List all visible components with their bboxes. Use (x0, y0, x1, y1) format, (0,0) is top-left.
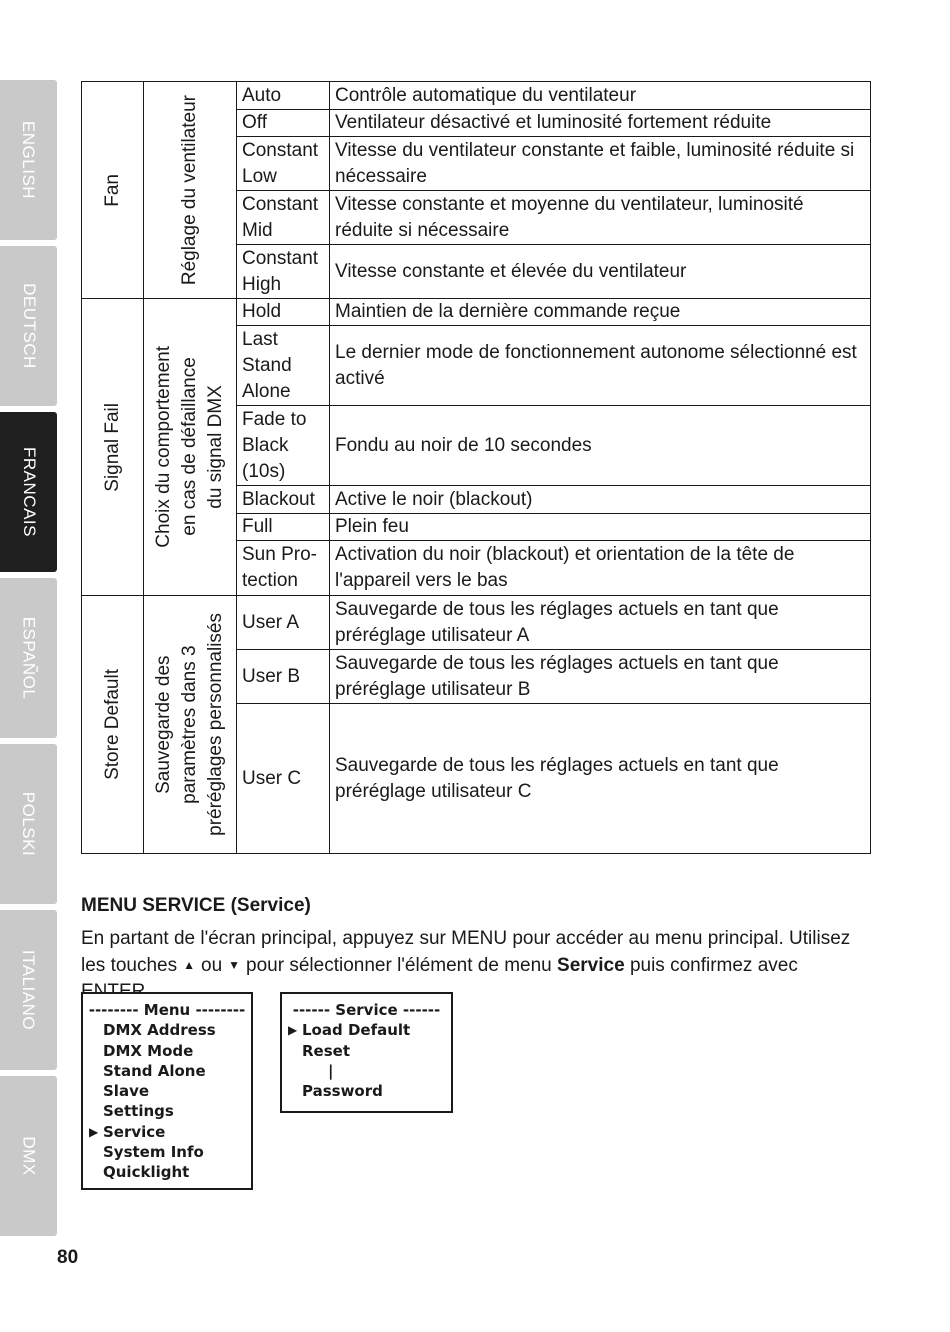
desc-cell-signal-fail (144, 299, 237, 596)
option-cell: Fade to Black (10s) (237, 406, 330, 486)
desc-label: Réglage du ventilateur (179, 94, 200, 286)
tab-label: POLSKI (19, 791, 39, 857)
menu-item: Settings (103, 1102, 174, 1121)
description-cell: Active le noir (blackout) (330, 486, 871, 514)
menu-item: Slave (103, 1082, 150, 1101)
group-cell-store-default (82, 596, 144, 854)
tab-espanol[interactable] (0, 578, 57, 738)
tab-label: DMX (19, 1136, 39, 1176)
tab-polski[interactable] (0, 744, 57, 904)
desc-line: paramètres dans 3 (179, 645, 200, 804)
tab-label: ESPAÑOL (19, 616, 39, 700)
option-cell: User B (237, 650, 330, 704)
desc-line: préréglages personnalisés (205, 613, 226, 836)
desc-line: Choix du comportement (153, 346, 174, 548)
menu-item-name: Service (557, 955, 625, 976)
tab-italiano[interactable] (0, 910, 57, 1070)
option-cell: Constant Low (237, 137, 330, 191)
description-cell: Le dernier mode de fonctionnement autonome sélectionné est activé (330, 326, 871, 406)
menu-item: DMX Address (103, 1021, 216, 1040)
menu-header: -------- Menu -------- (88, 1001, 246, 1019)
option-cell: Blackout (237, 486, 330, 514)
group-label: Store Default (101, 669, 123, 780)
service-display (280, 992, 453, 1113)
desc-line: en cas de défaillance (179, 357, 200, 537)
option-cell: Hold (237, 299, 330, 326)
option-cell: User A (237, 596, 330, 650)
group-label: Signal Fail (101, 402, 123, 492)
description-cell: Sauvegarde de tous les réglages actuels en tant que préréglage utilisateur C (330, 704, 871, 854)
option-cell: Full (237, 514, 330, 541)
page-number: 80 (57, 1247, 79, 1268)
description-cell: Ventilateur désactivé et luminosité fortement réduite (330, 110, 871, 137)
table-row (82, 82, 871, 110)
tab-label: ITALIANO (19, 949, 39, 1031)
up-arrow-icon: ▲ (183, 958, 196, 972)
text-part: En partant de l'écran principal, appuyez sur MENU pour accéder au menu principal. Utilisez les touches (81, 928, 851, 976)
text-part: pour sélectionner l'élément de menu (246, 955, 552, 976)
text-part: ou (201, 955, 223, 976)
service-header: ------ Service ------ (292, 1001, 441, 1019)
description-cell: Vitesse constante et moyenne du ventilateur, luminosité réduite si nécessaire (330, 191, 871, 245)
down-arrow-icon: ▼ (228, 958, 241, 972)
option-cell: Off (237, 110, 330, 137)
tab-francais[interactable] (0, 412, 57, 572)
desc-line: du signal DMX (205, 385, 226, 509)
desc-cell-fan (144, 82, 237, 299)
desc-line: Sauvegarde des (153, 655, 174, 794)
tab-label: DEUTSCH (19, 283, 39, 369)
table-row (82, 299, 871, 326)
desc-cell-store-default (144, 596, 237, 854)
description-cell: Sauvegarde de tous les réglages actuels en tant que préréglage utilisateur B (330, 650, 871, 704)
option-cell: User C (237, 704, 330, 854)
service-item-selected: ▶ Load Default (282, 1020, 451, 1040)
description-cell: Vitesse du ventilateur constante et faible, luminosité réduite si nécessaire (330, 137, 871, 191)
description-cell: Vitesse constante et élevée du ventilateur (330, 245, 871, 299)
description-cell: Fondu au noir de 10 secondes (330, 406, 871, 486)
group-label: Fan (101, 173, 123, 207)
group-cell-fan (82, 82, 144, 299)
menu-item: DMX Mode (103, 1041, 194, 1060)
settings-table (81, 81, 871, 854)
tab-label: FRANCAIS (19, 447, 39, 537)
menu-item: System Info (103, 1143, 204, 1162)
service-item: Reset (302, 1041, 350, 1060)
menu-display (81, 992, 253, 1190)
option-cell: Auto (237, 82, 330, 110)
tab-deutsch[interactable] (0, 246, 57, 406)
tab-label: ENGLISH (19, 120, 39, 200)
description-cell: Maintien de la dernière commande reçue (330, 299, 871, 326)
description-cell: Sauvegarde de tous les réglages actuels en tant que préréglage utilisateur A (330, 596, 871, 650)
desc-label (151, 613, 229, 836)
section-title: MENU SERVICE (Service) (81, 895, 311, 916)
description-cell: Activation du noir (blackout) et orientation de la tête de l'appareil vers le bas (330, 541, 871, 596)
option-cell: Last Stand Alone (237, 326, 330, 406)
desc-label (151, 346, 229, 548)
group-cell-signal-fail (82, 299, 144, 596)
option-cell: Sun Pro-tection (237, 541, 330, 596)
menu-item-selected: ▶ Service (83, 1122, 251, 1142)
description-cell: Contrôle automatique du ventilateur (330, 82, 871, 110)
service-item: Password (302, 1082, 383, 1101)
description-cell: Plein feu (330, 514, 871, 541)
tab-english[interactable] (0, 80, 57, 240)
menu-item: Quicklight (103, 1163, 190, 1182)
text-part: puis confirmez avec (629, 955, 798, 976)
menu-item: Stand Alone (103, 1061, 206, 1080)
table-row (82, 596, 871, 650)
tab-dmx[interactable] (0, 1076, 57, 1236)
option-cell: Constant Mid (237, 191, 330, 245)
service-item-separator: | (328, 1061, 334, 1080)
option-cell: Constant High (237, 245, 330, 299)
